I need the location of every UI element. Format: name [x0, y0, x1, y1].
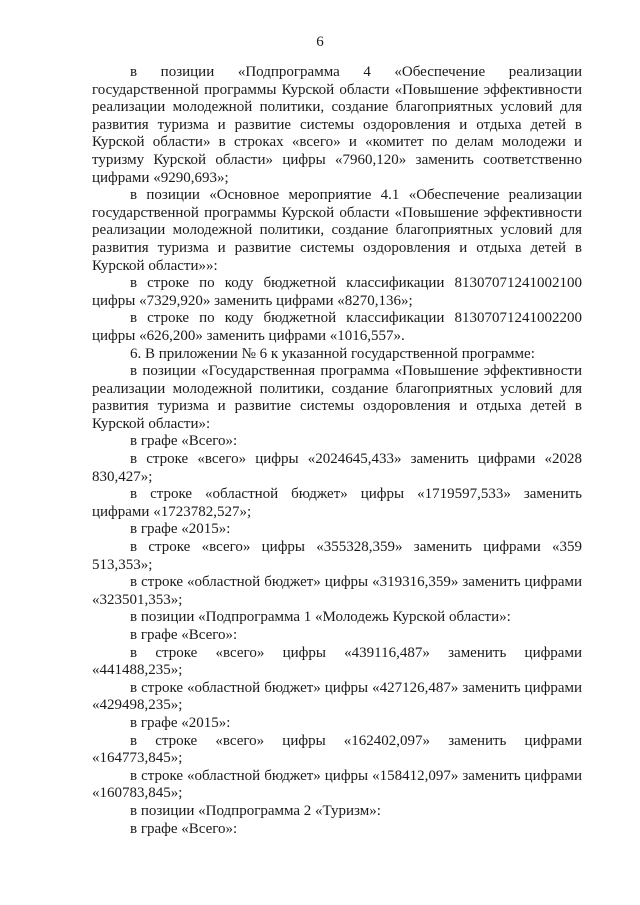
paragraph: в строке по коду бюджетной классификации 81307071241002100 цифры «7329,920» заменить цифрами «8270,136»;	[92, 275, 582, 309]
paragraph: в позиции «Подпрограмма 2 «Туризм»:	[130, 802, 381, 819]
paragraph: в графе «Всего»:	[130, 433, 238, 450]
document-body	[92, 64, 582, 838]
paragraph: в строке «областной бюджет» цифры «1719597,533» заменить цифрами «1723782,527»;	[92, 486, 582, 520]
paragraph: 6. В приложении № 6 к указанной государственной программе:	[130, 345, 535, 362]
paragraph: в позиции «Подпрограмма 4 «Обеспечение реализации государственной программы Курской области «Повышение эффективности реализации молодежной политики, создание благоприятных условий для развития туризма и развитие системы оздоровления и отдыха детей в Курской области» в строках «всего» и «комитет по делам молодежи и туризму Курской области» цифры «7960,120» заменить соответственно цифрами «9290,693»;	[92, 64, 582, 186]
paragraph: в позиции «Основное мероприятие 4.1 «Обеспечение реализации государственной программы Курской области «Повышение эффективности реализации молодежной политики, создание благоприятных условий для развития туризма и развитие системы оздоровления и отдыха детей в Курской области»»:	[92, 187, 582, 274]
paragraph: в графе «Всего»:	[130, 820, 238, 837]
paragraph: в графе «2015»:	[130, 714, 231, 731]
paragraph: в строке по коду бюджетной классификации 81307071241002200 цифры «626,200» заменить цифрами «1016,557».	[92, 310, 582, 344]
page-number: 6	[316, 34, 324, 50]
paragraph: в позиции «Государственная программа «Повышение эффективности реализации молодежной политики, создание благоприятных условий для развития туризма и развитие системы оздоровления и отдыха детей в Курской области»:	[92, 363, 582, 432]
paragraph: в строке «областной бюджет» цифры «319316,359» заменить цифрами «323501,353»;	[92, 574, 582, 608]
paragraph: в строке «всего» цифры «2024645,433» заменить цифрами «2028 830,427»;	[92, 451, 582, 485]
paragraph: в позиции «Подпрограмма 1 «Молодежь Курской области»:	[130, 609, 511, 626]
paragraph: в графе «2015»:	[130, 521, 231, 538]
paragraph: в строке «всего» цифры «162402,097» заменить цифрами «164773,845»;	[92, 732, 582, 767]
paragraph: в строке «всего» цифры «355328,359» заменить цифрами «359 513,353»;	[92, 539, 582, 573]
paragraph: в строке «областной бюджет» цифры «427126,487» заменить цифрами «429498,235»;	[92, 679, 582, 714]
paragraph: в строке «областной бюджет» цифры «158412,097» заменить цифрами «160783,845»;	[92, 767, 582, 802]
paragraph: в графе «Всего»:	[130, 627, 238, 643]
paragraph: в строке «всего» цифры «439116,487» заменить цифрами «441488,235»;	[92, 644, 582, 679]
